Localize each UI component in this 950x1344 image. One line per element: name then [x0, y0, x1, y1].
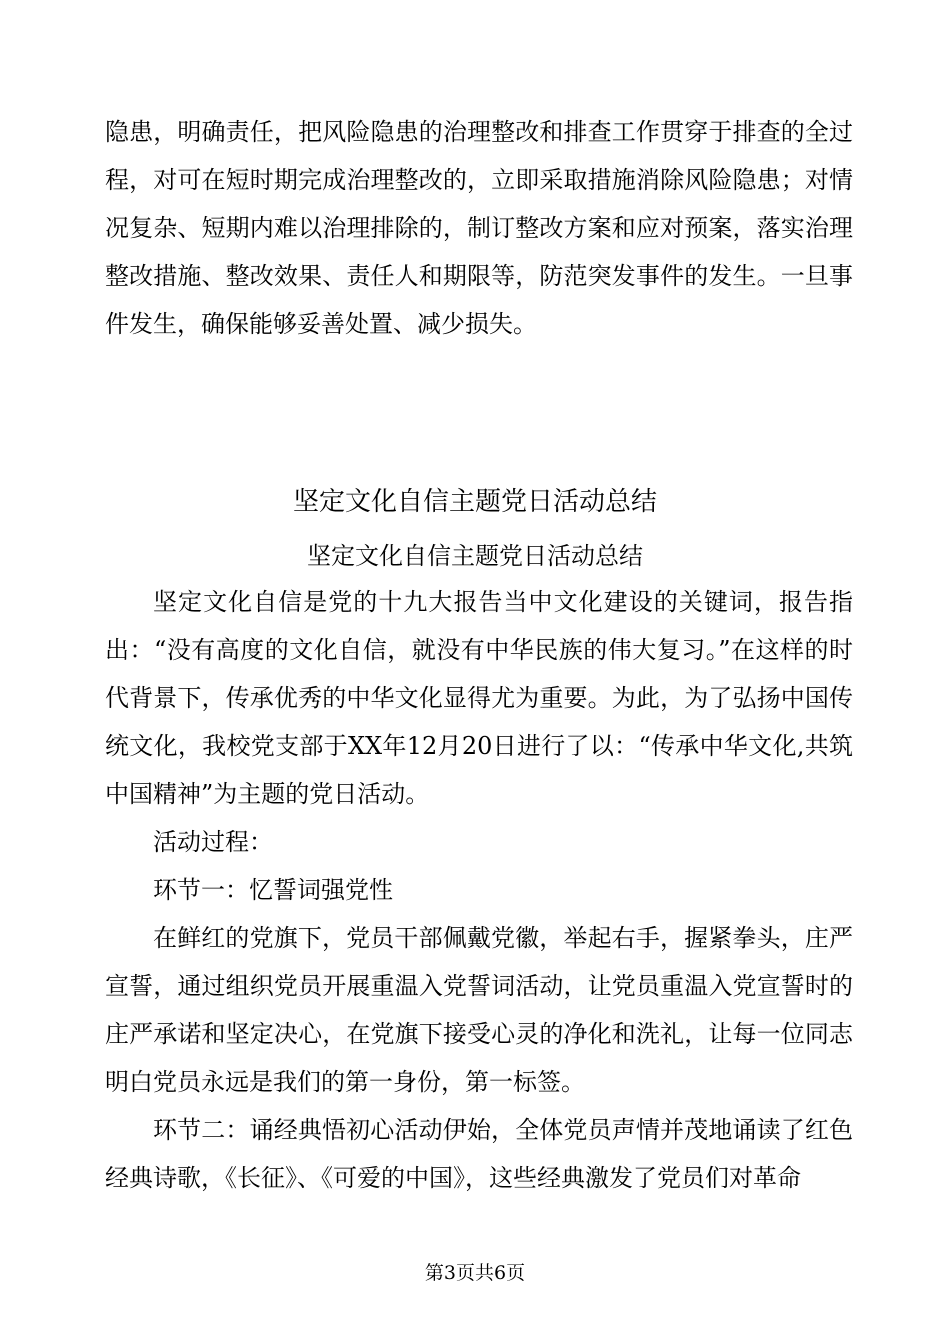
body-paragraph-2: 活动过程： — [153, 828, 273, 856]
body-paragraph-1: 坚定文化自信是党的十九大报告当中文化建设的关键词，报告指出：“没有高度的文化自信，就没有中华民族的伟大复习。”在这样的时代背景下，传承优秀的中华文化显得尤为重要。为此，为了弘扬中国传统文化，我校党支部于XX年12月20日进行了以：“传承中华文化,共筑中国精神”为主题的党日活动。 — [105, 588, 853, 808]
document-title: 坚定文化自信主题党日活动总结 — [292, 487, 657, 517]
body-paragraph-5: 环节二：诵经典悟初心活动伊始，全体党员声情并茂地诵读了红色经典诗歌，《长征》、《可爱的中国》，这些经典激发了党员们对革命 — [105, 1116, 853, 1192]
paragraph-text: 隐患，明确责任，把风险隐患的治理整改和排查工作贯穿于排查的全过程，对可在短时期完成治理整改的，立即采取措施消除风险隐患；对情况复杂、短期内难以治理排除的，制订整改方案和应对预案，落实治理整改措施、整改效果、责任人和期限等，防范突发事件的发生。一旦事件发生，确保能够妥善处置、减少损失。 — [105, 118, 853, 338]
page-number-footer: 第3页共6页 — [424, 1262, 526, 1284]
body-paragraph-3: 环节一：忆誓词强党性 — [153, 876, 393, 904]
document-subtitle: 坚定文化自信主题党日活动总结 — [307, 542, 643, 570]
document-body — [105, 578, 853, 1202]
intro-paragraph — [105, 108, 853, 348]
body-paragraph-4: 在鲜红的党旗下，党员干部佩戴党徽，举起右手，握紧拳头，庄严宣誓，通过组织党员开展重温入党誓词活动，让党员重温入党宣誓时的庄严承诺和坚定决心，在党旗下接受心灵的净化和洗礼，让每一位同志明白党员永远是我们的第一身份，第一标签。 — [105, 924, 853, 1096]
